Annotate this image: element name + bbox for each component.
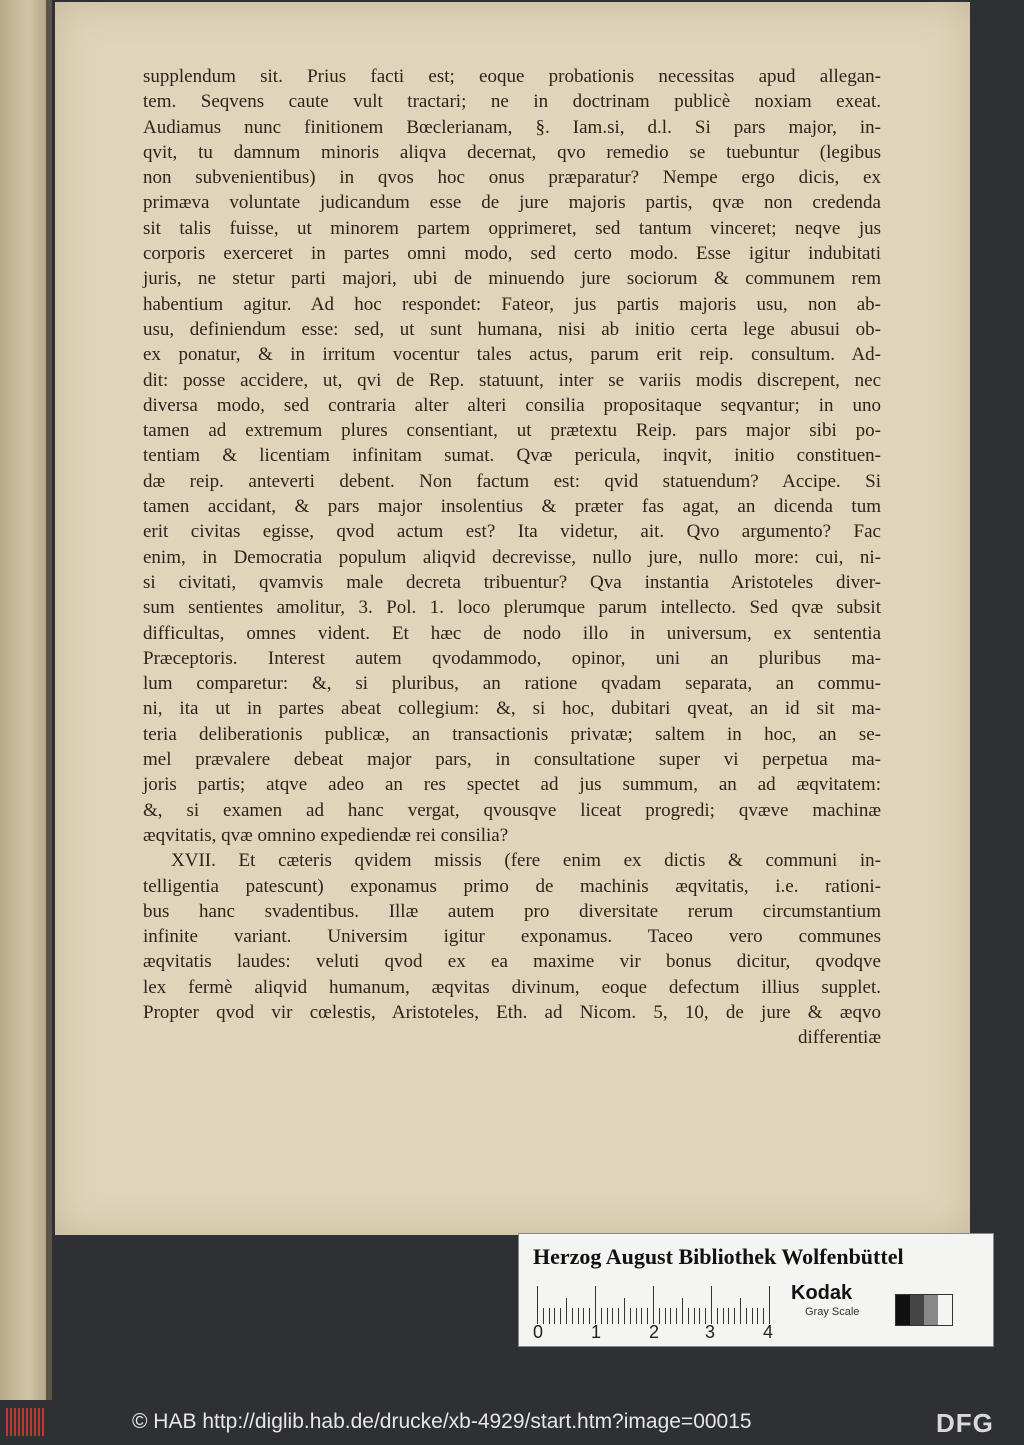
text-line: &, si examen ad hanc vergat, qvousqve liceat progredi; qvæve machinæ bbox=[143, 799, 881, 821]
ruler-tick bbox=[566, 1298, 567, 1324]
previous-page-edge bbox=[0, 0, 52, 1400]
text-line: erit civitas egisse, qvod actum est? Ita videtur, ait. Qvo argumento? Fac bbox=[143, 521, 881, 543]
ruler-tick bbox=[630, 1308, 631, 1324]
text-line: juris, ne stetur parti majori, ubi de minuendo jure sociorum & communem rem bbox=[143, 268, 881, 290]
ruler-tick bbox=[665, 1308, 666, 1324]
ruler-tick bbox=[676, 1308, 677, 1324]
ruler-tick bbox=[572, 1308, 573, 1324]
text-line: lum comparetur: &, si pluribus, an ratione qvadam separata, an commu- bbox=[143, 673, 881, 695]
text-line: lex fermè aliqvid humanum, æqvitas divinum, eoque defectum illius supplet. bbox=[143, 976, 881, 998]
ruler-tick bbox=[688, 1308, 689, 1324]
dfg-logo: DFG bbox=[936, 1408, 994, 1438]
ruler-tick bbox=[560, 1308, 561, 1324]
gray-swatches bbox=[895, 1294, 953, 1326]
ruler-tick bbox=[711, 1286, 712, 1324]
ruler-tick bbox=[740, 1298, 741, 1324]
ruler-tick bbox=[752, 1308, 753, 1324]
text-line: si civitati, qvamvis male decreta tribuentur? Qva instantia Aristoteles diver- bbox=[143, 571, 881, 593]
text-line: Propter qvod vir cœlestis, Aristoteles, Eth. ad Nicom. 5, 10, de jure & æqvo bbox=[143, 1001, 881, 1023]
ruler-tick bbox=[583, 1308, 584, 1324]
ruler-tick bbox=[723, 1308, 724, 1324]
ruler-tick bbox=[624, 1298, 625, 1324]
scale-number: 1 bbox=[591, 1322, 602, 1342]
ruler-tick bbox=[595, 1286, 596, 1324]
kodak-logo: Kodak bbox=[791, 1282, 853, 1304]
ruler-tick bbox=[618, 1308, 619, 1324]
text-line: sum sentientes amolitur, 3. Pol. 1. loco plerumque parum intellecto. Sed qvæ subsit bbox=[143, 597, 881, 619]
ruler-tick bbox=[612, 1308, 613, 1324]
ruler-tick bbox=[717, 1308, 718, 1324]
text-line: tamen accidant, & pars major insolentius & præter fas agat, an dicenda tum bbox=[143, 496, 881, 518]
scale-number: 3 bbox=[705, 1322, 716, 1342]
text-line: Præceptoris. Interest autem qvodammodo, opinor, uni an pluribus ma- bbox=[143, 647, 881, 669]
text-line: Audiamus nunc finitionem Bœclerianam, §. Iam.si, d.l. Si pars major, in- bbox=[143, 116, 881, 138]
text-line: enim, in Democratia populum aliqvid decrevisse, nullo jure, nullo more: cui, ni- bbox=[143, 546, 881, 568]
ruler-tick bbox=[769, 1286, 770, 1324]
ruler-tick bbox=[746, 1308, 747, 1324]
copyright-link[interactable]: © HAB http://diglib.hab.de/drucke/xb-4929/start.htm?image=00015 bbox=[132, 1410, 752, 1433]
text-line: infinite variant. Universim igitur exponamus. Taceo vero communes bbox=[143, 926, 881, 948]
text-line: dit: posse accidere, ut, qvi de Rep. statuunt, inter se variis modis discrepent, nec bbox=[143, 369, 881, 391]
library-name: Herzog August Bibliothek Wolfenbüttel bbox=[533, 1244, 904, 1269]
text-line: æqvitatis, qvæ omnino expediendæ rei consilia? bbox=[143, 824, 509, 846]
text-line: tem. Seqvens caute vult tractari; ne in doctrinam publicè noxiam exeat. bbox=[143, 91, 881, 113]
scale-number: 0 bbox=[533, 1322, 544, 1342]
text-line: habentium agitur. Ad hoc respondet: Fateor, jus partis majoris usu, non ab- bbox=[143, 293, 881, 315]
text-line: differentiæ bbox=[797, 1027, 881, 1049]
ruler-tick bbox=[537, 1286, 538, 1324]
text-line: corporis exerceret in partes omni modo, sed certo modo. Esse igitur indubitati bbox=[143, 243, 881, 265]
text-line: mel prævalere debeat major pars, in consultatione super vi perpetua ma- bbox=[143, 749, 881, 771]
text-line: difficultas, omnes vident. Et hæc de nodo illo in universum, ex sententia bbox=[143, 622, 881, 644]
ruler-tick bbox=[554, 1308, 555, 1324]
ruler-tick bbox=[653, 1286, 654, 1324]
library-label bbox=[518, 1233, 994, 1347]
text-line: tentiam & licentiam infinitam sumat. Qvæ pericula, inqvit, initio constituen- bbox=[143, 445, 881, 467]
ruler-tick bbox=[641, 1308, 642, 1324]
text-line: joris partis; atqve adeo an res spectet ad jus summum, an ad æqvitatem: bbox=[143, 774, 881, 796]
text-line: ni, ita ut in partes abeat collegium: &, si hoc, dubitari qveat, an id sit ma- bbox=[143, 698, 881, 720]
ruler-tick bbox=[549, 1308, 550, 1324]
text-line: diversa modo, sed contraria alter alteri consilia propositaque seqvantur; in uno bbox=[143, 394, 881, 416]
text-line: telligentia patescunt) exponamus primo de machinis æqvitatis, i.e. rationi- bbox=[143, 875, 881, 897]
gray-scale-label: Gray Scale bbox=[805, 1306, 860, 1318]
text-line: qvit, tu damnum minoris aliqva decernat, qvo remedio se tuebuntur (legibus bbox=[143, 141, 881, 163]
text-line: supplendum sit. Prius facti est; eoque probationis necessitas apud allegan- bbox=[143, 66, 881, 87]
ruler-tick bbox=[699, 1308, 700, 1324]
barcode-icon bbox=[6, 1408, 46, 1436]
text-line: ex ponatur, & in irritum vocentur tales actus, parum erit reip. consultum. Ad- bbox=[143, 344, 881, 366]
ruler-tick bbox=[607, 1308, 608, 1324]
ruler-tick bbox=[578, 1308, 579, 1324]
book-page bbox=[55, 2, 970, 1235]
page-text bbox=[143, 64, 881, 1051]
text-line: primæva voluntate judicandum esse de jure majoris partis, qvæ non credenda bbox=[143, 192, 881, 214]
ruler-tick bbox=[694, 1308, 695, 1324]
scale-number: 2 bbox=[649, 1322, 660, 1342]
footer-bar bbox=[0, 1400, 1024, 1445]
text-line: sit talis fuisse, ut minorem partem opprimeret, sed tantum vinceret; neqve jus bbox=[143, 217, 881, 239]
ruler-tick bbox=[682, 1298, 683, 1324]
scale-ruler bbox=[537, 1286, 777, 1324]
text-line: bus hanc svadentibus. Illæ autem pro diversitate rerum circumstantium bbox=[143, 900, 881, 922]
text-line: teria deliberationis publicæ, an transactionis privatæ; saltem in hoc, an se- bbox=[143, 723, 881, 745]
ruler-tick bbox=[734, 1308, 735, 1324]
text-line: usu, definiendum esse: sed, ut sunt humana, nisi ab initio certa lege abusui ob- bbox=[143, 318, 881, 340]
page-gutter bbox=[46, 0, 52, 1400]
ruler-tick bbox=[728, 1308, 729, 1324]
scale-number: 4 bbox=[763, 1322, 774, 1342]
text-line: dæ reip. anteverti debent. Non factum est: qvid statuendum? Accipe. Si bbox=[143, 470, 881, 492]
text-line: tamen ad extremum plures consentiant, ut prætextu Reip. pars major sibi po- bbox=[143, 420, 881, 442]
text-line: non subvenientibus) in qvos hoc onus præparatur? Nempe ergo dicis, ex bbox=[143, 167, 881, 189]
ruler-tick bbox=[757, 1308, 758, 1324]
text-line: XVII. Et cæteris qvidem missis (fere enim ex dictis & communi in- bbox=[171, 850, 881, 872]
ruler-tick bbox=[670, 1308, 671, 1324]
ruler-tick bbox=[636, 1308, 637, 1324]
text-line: æqvitatis laudes: veluti qvod ex ea maxime vir bonus dicitur, qvodqve bbox=[143, 951, 881, 973]
